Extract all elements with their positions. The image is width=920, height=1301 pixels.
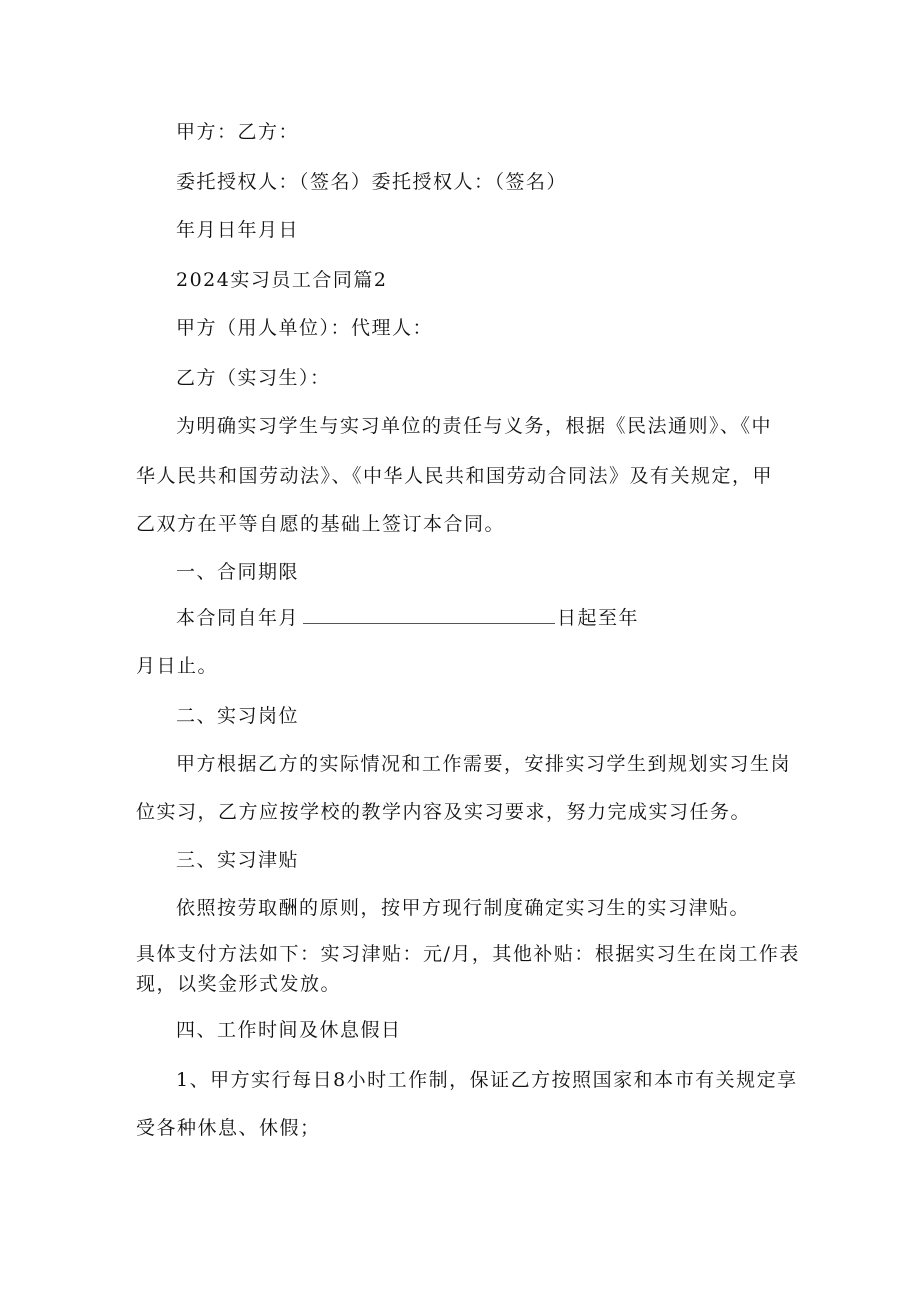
signature-parties: 甲方：乙方： [176,121,300,143]
term-line-continued: 月日止。 [136,655,219,677]
position-paragraph-line: 甲方根据乙方的实际情况和工作需要，安排实习学生到规划实习生岗 [176,753,792,775]
signature-authorized: 委托授权人：（签名）委托授权人：（签名） [176,171,568,193]
allowance-paragraph-line: 依照按劳取酬的原则，按甲方现行制度确定实习生的实习津贴。 [176,897,751,919]
party-a-line: 甲方（用人单位）：代理人： [176,317,434,339]
section-heading-term: 一、合同期限 [176,561,300,583]
hours-paragraph-line: 受各种休息、休假； [136,1117,321,1139]
allowance-paragraph-line: 具体支付方法如下：实习津贴：元/月，其他补贴：根据实习生在岗工作表 [136,943,800,965]
section-heading-position: 二、实习岗位 [176,705,300,727]
intro-paragraph-line: 华人民共和国劳动法》、《中华人民共和国劳动合同法》及有关规定，甲 [136,465,774,487]
allowance-paragraph-line: 现，以奖金形式发放。 [136,973,342,995]
term-line-start: 本合同自年月 [176,607,300,629]
section-heading-hours: 四、工作时间及休息假日 [176,1019,402,1041]
signature-dates: 年月日年月日 [176,219,300,241]
term-blank-underline [303,611,555,624]
intro-paragraph-line: 乙双方在平等自愿的基础上签订本合同。 [136,513,506,535]
party-b-line: 乙方（实习生）： [176,367,331,389]
term-line-end: 日起至年 [557,607,640,629]
intro-paragraph-line: 为明确实习学生与实习单位的责任与义务，根据《民法通则》、《中 [176,415,773,437]
hours-paragraph-line: 1、甲方实行每日8小时工作制，保证乙方按照国家和本市有关规定享 [176,1069,798,1091]
contract-title: 2024实习员工合同篇2 [176,269,388,291]
term-line [176,606,639,630]
position-paragraph-line: 位实习，乙方应按学校的教学内容及实习要求，努力完成实习任务。 [136,801,752,823]
section-heading-allowance: 三、实习津贴 [176,849,300,871]
